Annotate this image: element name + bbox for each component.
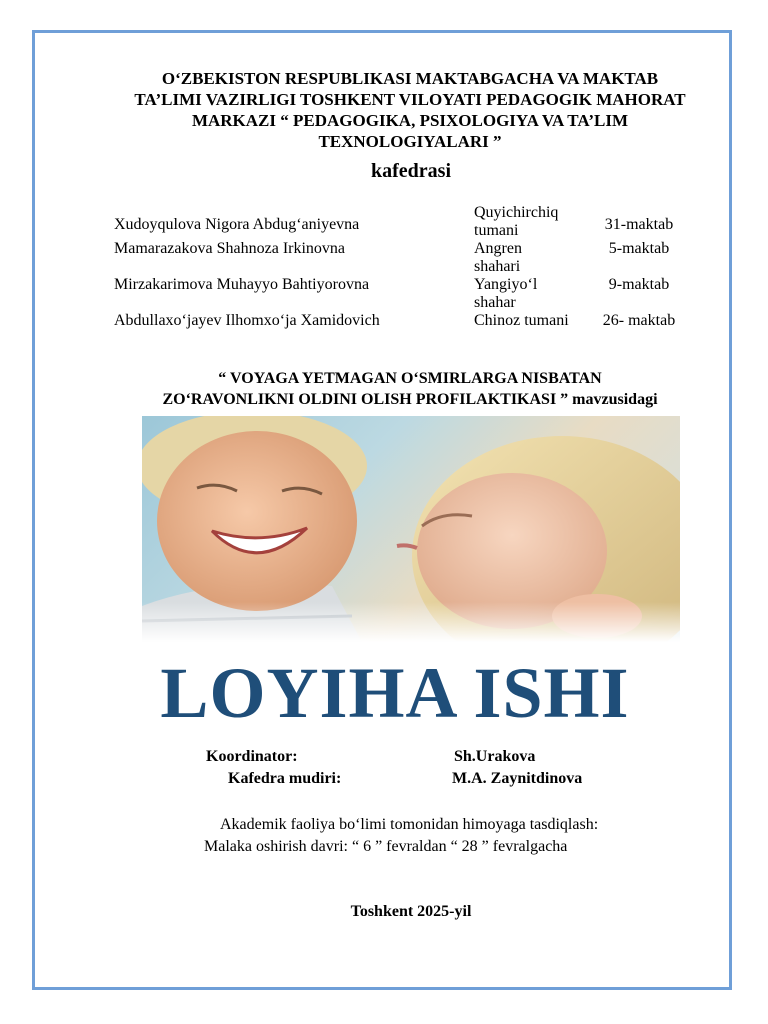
project-topic	[80, 368, 740, 410]
approval-line-1: Akademik faoliya bo‘limi tomonidan himoyaga tasdiqlash:	[220, 816, 599, 833]
topic-line-2: ZO‘RAVONLIKNI OLDINI OLISH PROFILAKTIKASI ” mavzusidagi	[162, 391, 658, 408]
department-label: kafedrasi	[371, 160, 451, 182]
mother-child-photo	[142, 416, 680, 642]
author-place-line-1: Yangiyo‘l	[474, 276, 538, 293]
author-place-line-2: tumani	[474, 222, 519, 239]
author-name: Xudoyqulova Nigora Abdug‘aniyevna	[114, 216, 360, 233]
place-and-year: Toshkent 2025-yil	[350, 903, 472, 920]
author-place-line-1: Angren	[474, 240, 522, 257]
topic-line-1: “ VOYAGA YETMAGAN O‘SMIRLARGA NISBATAN	[218, 370, 602, 387]
roles-block	[0, 746, 768, 790]
table-row	[114, 276, 694, 312]
institution-header	[90, 68, 730, 152]
author-school: 5-maktab	[608, 240, 670, 257]
author-place-line-1: Quyichirchiq	[474, 204, 559, 221]
role-row-coordinator	[0, 746, 768, 768]
table-row	[114, 204, 694, 240]
author-place-line-2: shahari	[474, 258, 521, 275]
author-name: Mirzakarimova Muhayyo Bahtiyorovna	[114, 276, 370, 293]
author-place	[474, 312, 584, 330]
photo-fade	[142, 602, 680, 642]
author-school: 9-maktab	[608, 276, 670, 293]
head-of-department-value: M.A. Zaynitdinova	[452, 770, 583, 787]
approval-line-2: Malaka oshirish davri: “ 6 ” fevraldan “ 28 ” fevralgacha	[204, 838, 568, 855]
author-school: 26- maktab	[602, 312, 676, 329]
table-row	[114, 240, 694, 276]
author-place	[474, 276, 584, 312]
author-place	[474, 204, 584, 240]
header-line-3: MARKAZI “ PEDAGOGIKA, PSIXOLOGIYA VA TA’LIM	[191, 111, 629, 130]
authors-table	[114, 204, 694, 330]
role-row-head	[0, 768, 768, 790]
header-line-4: TEXNOLOGIYALARI ”	[318, 132, 502, 151]
header-line-2: TA’LIMI VAZIRLIGI TOSHKENT VILOYATI PEDAGOGIK MAHORAT	[134, 90, 686, 109]
author-place-line-2: shahar	[474, 294, 516, 311]
author-school: 31-maktab	[604, 216, 674, 233]
author-place	[474, 240, 584, 276]
coordinator-value: Sh.Urakova	[454, 748, 536, 765]
table-row	[114, 312, 694, 330]
header-line-1: O‘ZBEKISTON RESPUBLIKASI MAKTABGACHA VA MAKTAB	[161, 69, 659, 88]
author-name: Mamarazakova Shahnoza Irkinovna	[114, 240, 346, 257]
coordinator-label: Koordinator:	[206, 748, 298, 765]
project-title: LOYIHA ISHI	[160, 653, 630, 733]
author-name: Abdullaxo‘jayev Ilhomxo‘ja Xamidovich	[114, 312, 380, 329]
author-place-line-1: Chinoz tumani	[474, 312, 569, 329]
head-of-department-label: Kafedra mudiri:	[228, 770, 342, 787]
